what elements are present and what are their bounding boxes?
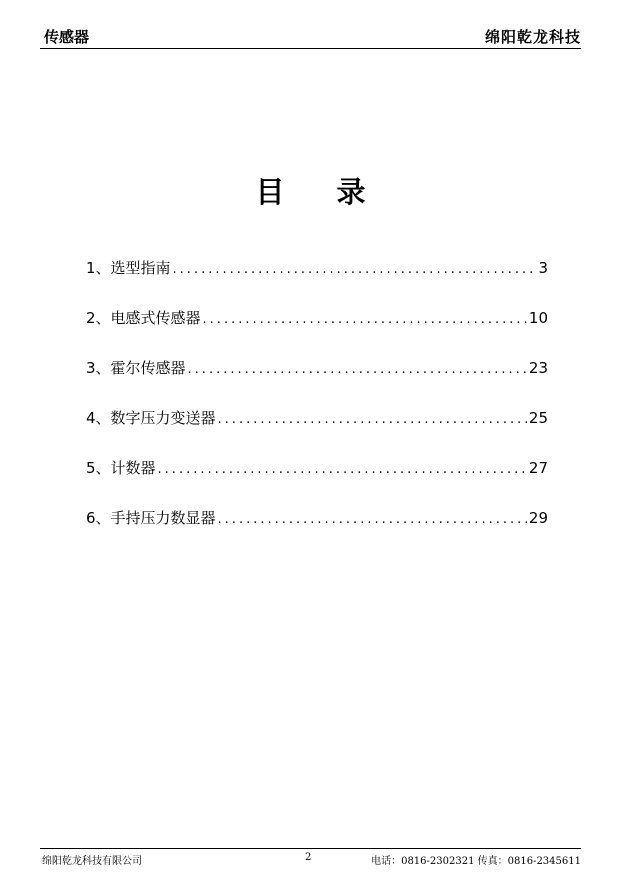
toc-dot-leader xyxy=(218,512,527,527)
toc-entry[interactable] xyxy=(86,357,548,407)
toc-dot-leader xyxy=(173,262,537,277)
toc-entry-page: 27 xyxy=(528,459,548,477)
toc-entry-label: 2、电感式传感器 xyxy=(86,309,201,327)
footer-contact-info: 电话：0816-2302321 传真：0816-2345611 xyxy=(371,856,581,867)
toc-title: 目录 xyxy=(255,175,418,209)
footer-page-number: 2 xyxy=(305,852,312,863)
toc-entry-label: 5、计数器 xyxy=(86,459,156,477)
toc-entry[interactable] xyxy=(86,407,548,457)
toc-entry-page: 3 xyxy=(538,259,548,277)
footer-company-name: 绵阳乾龙科技有限公司 xyxy=(42,856,142,867)
toc-entry-page: 25 xyxy=(528,409,548,427)
toc-dot-leader xyxy=(158,462,527,477)
toc-entry-page: 29 xyxy=(528,509,548,527)
toc-dot-leader xyxy=(188,362,527,377)
toc-entry-label: 3、霍尔传感器 xyxy=(86,359,186,377)
toc-entry[interactable] xyxy=(86,257,548,307)
toc-entry[interactable] xyxy=(86,507,548,557)
page-header xyxy=(40,26,581,49)
toc-entry-page: 10 xyxy=(528,309,548,327)
toc-entry[interactable] xyxy=(86,457,548,507)
toc-entry-label: 6、手持压力数显器 xyxy=(86,509,216,527)
toc-dot-leader xyxy=(218,412,527,427)
toc-entry-label: 1、选型指南 xyxy=(86,259,171,277)
header-section-title: 传感器 xyxy=(44,28,90,46)
page-footer xyxy=(40,848,581,869)
toc-entry-label: 4、数字压力变送器 xyxy=(86,409,216,427)
header-company-name: 绵阳乾龙科技 xyxy=(484,28,581,46)
toc-entry-page: 23 xyxy=(528,359,548,377)
toc-entry[interactable] xyxy=(86,307,548,357)
toc-list xyxy=(86,257,548,557)
toc-dot-leader xyxy=(203,312,527,327)
